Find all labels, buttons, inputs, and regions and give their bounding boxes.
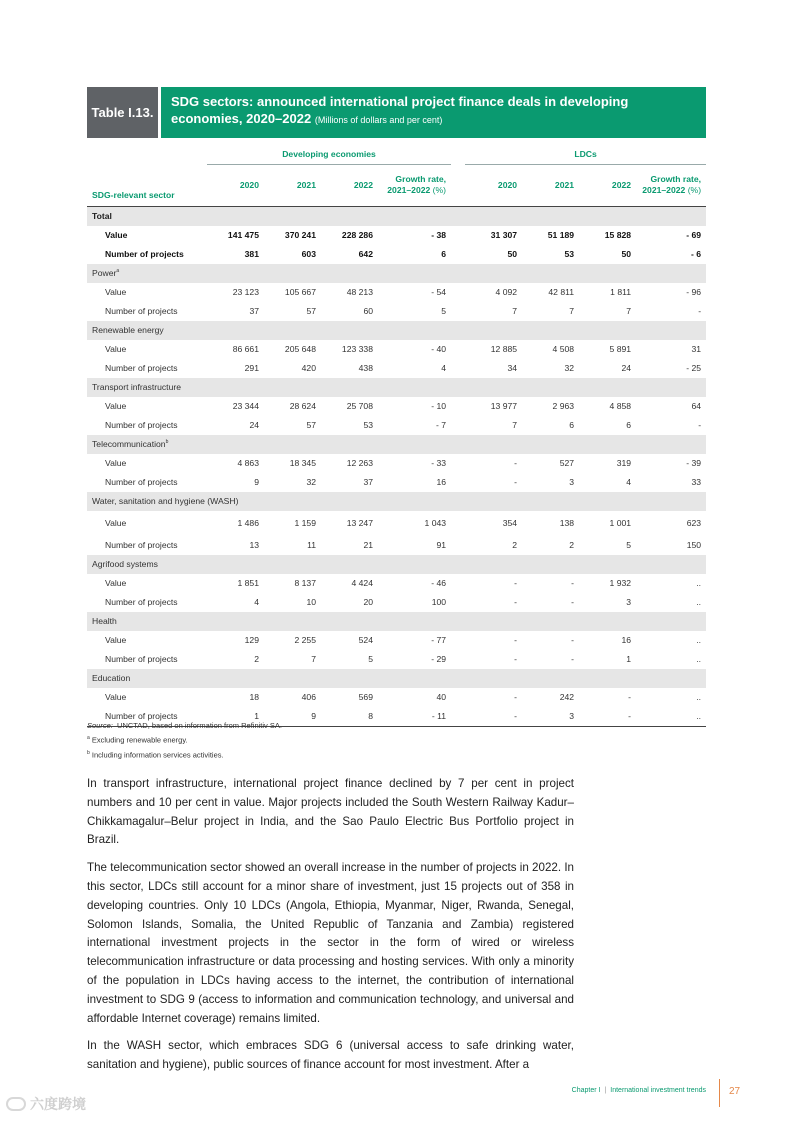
table-cell: 1 932	[609, 578, 632, 588]
table-cell: 11	[307, 540, 316, 550]
table-title	[161, 87, 706, 138]
table-cell: -	[514, 578, 518, 588]
table-cell: 642	[358, 249, 373, 259]
table-body	[87, 206, 706, 726]
table-cell: 86 661	[232, 344, 259, 354]
row-label: Value	[105, 401, 127, 411]
table-cell: 2	[569, 540, 575, 550]
table-cell: 1 486	[237, 518, 259, 528]
table-cell: 42 811	[548, 287, 575, 297]
table-cell: -	[514, 597, 518, 607]
table-cell: 138	[559, 518, 575, 528]
table-cell: 1	[626, 654, 632, 664]
table-cell: 5 891	[609, 344, 632, 354]
table-cell: 32	[564, 363, 575, 373]
table-cell: 370 241	[284, 230, 316, 240]
table-cell: 15 828	[604, 230, 632, 240]
table-cell: ..	[696, 578, 702, 588]
table-cell: 6	[569, 420, 575, 430]
footer-chapter: Chapter I	[571, 1087, 601, 1094]
table-cell: - 7	[436, 420, 447, 430]
table-row	[87, 593, 706, 612]
table-cell: 4 424	[351, 578, 373, 588]
sdg-sectors-table	[87, 143, 706, 727]
table-cell: 51 189	[547, 230, 575, 240]
table-cell: 319	[616, 458, 632, 468]
group-developing-economies: Developing economies	[207, 143, 451, 165]
table-cell: 7	[311, 654, 316, 664]
table-cell: - 39	[686, 458, 702, 468]
section-row	[87, 321, 706, 340]
table-cell: 31 307	[490, 230, 518, 240]
table-cell: 37	[249, 306, 259, 316]
row-label: Number of projects	[87, 707, 207, 727]
body-text	[87, 775, 574, 1084]
table-cell: -	[514, 458, 518, 468]
row-label: Number of projects	[105, 477, 178, 487]
table-cell: 16	[621, 635, 632, 645]
table-cell: 24	[249, 420, 259, 430]
section-name: Renewable energy	[92, 325, 164, 335]
table-cell: 105 667	[284, 287, 316, 297]
table-cell: 406	[301, 692, 316, 702]
watermark-logo-icon	[6, 1097, 26, 1111]
table-cell: 100	[431, 597, 447, 607]
table-cell: 1 851	[237, 578, 259, 588]
table-row	[87, 359, 706, 378]
table-cell: - 11	[378, 707, 451, 727]
table-cell: -	[571, 578, 575, 588]
table-cell: 5	[441, 306, 447, 316]
section-row	[87, 492, 706, 511]
table-cell: ..	[696, 692, 702, 702]
table-cell: 623	[686, 518, 702, 528]
table-cell: 13	[249, 540, 259, 550]
table-cell: 1 001	[609, 518, 632, 528]
table-cell: 21	[363, 540, 373, 550]
table-cell: 13 247	[346, 518, 373, 528]
section-name: Total	[92, 211, 112, 221]
row-label: Value	[105, 692, 127, 702]
table-row	[87, 511, 706, 536]
table-row	[87, 416, 706, 435]
table-cell: -	[514, 692, 518, 702]
table-cell: -	[514, 654, 518, 664]
page-number: 27	[729, 1086, 741, 1097]
col-header-year: 2021	[264, 165, 321, 207]
table-cell: 25 708	[346, 401, 373, 411]
table-cell: 7	[626, 306, 632, 316]
row-label: Number of projects	[105, 249, 184, 259]
table-row	[87, 631, 706, 650]
table-cell: 3	[569, 477, 575, 487]
watermark-text: 六度跨境	[30, 1096, 86, 1112]
row-label: Value	[105, 518, 127, 528]
table-cell: 48 213	[346, 287, 373, 297]
table-cell: 4 863	[237, 458, 259, 468]
table-cell: 4 858	[609, 401, 632, 411]
footer-divider	[719, 1079, 720, 1107]
footnote-mark: b	[165, 439, 169, 446]
page-footer: Chapter I | International investment trends	[571, 1087, 706, 1094]
table-cell: 53	[363, 420, 373, 430]
table-cell: 18	[249, 692, 259, 702]
row-label: Number of projects	[105, 306, 178, 316]
table-cell: ..	[696, 654, 702, 664]
footnote-b: $^b$ Including information services activities.	[87, 749, 224, 759]
table-cell: 228 286	[341, 230, 373, 240]
table-cell: -	[514, 477, 518, 487]
table-cell: - 96	[686, 287, 702, 297]
table-cell: 4 508	[552, 344, 575, 354]
row-label: Number of projects	[105, 363, 178, 373]
table-row	[87, 536, 706, 555]
table-cell: - 25	[686, 363, 702, 373]
section-name: Power	[92, 268, 117, 278]
table-cell: 12 263	[346, 458, 373, 468]
table-cell: 23 344	[232, 401, 259, 411]
table-cell: 1 159	[294, 518, 316, 528]
table-row	[87, 302, 706, 321]
table-cell: 2 963	[552, 401, 575, 411]
table-cell: 33	[691, 477, 702, 487]
table-cell: -	[628, 692, 632, 702]
table-cell: - 33	[431, 458, 447, 468]
table-cell: -	[579, 707, 636, 727]
table-cell: 527	[559, 458, 575, 468]
table-row	[87, 340, 706, 359]
table-cell: 569	[358, 692, 373, 702]
table-cell: 438	[358, 363, 373, 373]
table-row	[87, 283, 706, 302]
table-cell: 603	[301, 249, 316, 259]
row-label: Value	[105, 344, 127, 354]
table-cell: 28 624	[289, 401, 316, 411]
table-cell: -	[698, 306, 702, 316]
col-header-year: 2022	[579, 165, 636, 207]
table-cell: -	[571, 597, 575, 607]
section-name: Telecommunication	[92, 439, 166, 449]
table-cell: - 54	[431, 287, 447, 297]
table-cell: 129	[244, 635, 259, 645]
table-cell: 7	[569, 306, 575, 316]
table-cell: - 38	[431, 230, 447, 240]
table-cell: 3	[522, 707, 579, 727]
table-cell: 1 811	[610, 287, 632, 297]
table-cell: 354	[502, 518, 518, 528]
row-label: Number of projects	[105, 654, 178, 664]
table-unit: (Millions of dollars and per cent)	[314, 115, 443, 125]
table-cell: 420	[301, 363, 316, 373]
row-label: Value	[105, 458, 127, 468]
table-cell: 57	[306, 420, 316, 430]
table-cell: 4	[254, 597, 259, 607]
table-cell: 10	[306, 597, 316, 607]
table-cell: 13 977	[490, 401, 518, 411]
table-cell: - 40	[431, 344, 447, 354]
table-cell: 8	[321, 707, 378, 727]
paragraph: The telecommunication sector showed an overall increase in the number of projects in 2022. In this sector, LDCs still account for a minor share of investment, just 15 projects out of 358 in developing countries. Only 10 LDCs (Angola, Ethiopia, Myanmar, Niger, Rwanda, Senegal, Solomon Islands, Somalia, the United Republic of Tanzania and Zambia) registered international investment projects in the sector in the form of wired or wireless telecommunication infrastructure or data processing and hosting services. With only a minority of the population in LDCs having access to the internet, the contribution of international investment to SDG 9 (access to information and communication technology, and universal and affordable Internet coverage) remains limited.	[87, 861, 574, 1025]
table-label: Table I.13.	[87, 87, 158, 138]
col-header-year: 2021	[522, 165, 579, 207]
table-cell: 524	[358, 635, 373, 645]
row-label: Value	[105, 578, 127, 588]
row-label: Number of projects	[105, 540, 178, 550]
table-cell: -	[465, 707, 522, 727]
footnote-a: $^a$ Excluding renewable energy.	[87, 735, 188, 745]
table-title-block	[87, 87, 706, 138]
table-cell: 53	[564, 249, 575, 259]
table-cell: 1 043	[424, 518, 447, 528]
table-cell: 5	[626, 540, 632, 550]
table-cell: 37	[363, 477, 373, 487]
table-cell: 4	[626, 477, 632, 487]
table-cell: 8 137	[294, 578, 316, 588]
table-row	[87, 454, 706, 473]
table-cell: 57	[306, 306, 316, 316]
table-cell: 50	[621, 249, 632, 259]
table-cell: 24	[621, 363, 632, 373]
footer-section: International investment trends	[610, 1087, 706, 1094]
table-cell: 6	[626, 420, 632, 430]
table-row	[87, 574, 706, 593]
section-name: Health	[92, 616, 117, 626]
table-cell: 2	[512, 540, 518, 550]
section-row	[87, 264, 706, 283]
row-label: Value	[105, 635, 127, 645]
table-cell: 9	[264, 707, 321, 727]
paragraph: In the WASH sector, which embraces SDG 6 (universal access to safe drinking water, sanitation and hygiene), public sources of finance account for most investment. After a	[87, 1039, 574, 1072]
table-cell: 64	[691, 401, 702, 411]
row-label: Number of projects	[105, 597, 178, 607]
section-row	[87, 435, 706, 454]
table-cell: 50	[507, 249, 518, 259]
table-cell: 150	[686, 540, 702, 550]
footnote-mark: a	[116, 268, 120, 275]
section-row	[87, 669, 706, 688]
table-cell: 31	[691, 344, 702, 354]
col-header-year: 2022	[321, 165, 378, 207]
table-cell: 3	[626, 597, 632, 607]
table-cell: 9	[254, 477, 259, 487]
table-cell: 242	[559, 692, 575, 702]
table-cell: - 6	[691, 249, 702, 259]
table-cell: 6	[441, 249, 447, 259]
table-cell: 2 255	[294, 635, 316, 645]
section-row	[87, 378, 706, 397]
table-cell: 123 338	[341, 344, 373, 354]
table-cell: - 77	[431, 635, 447, 645]
col-header-year: 2020	[465, 165, 522, 207]
table-cell: 381	[244, 249, 259, 259]
table-cell: 1	[207, 707, 264, 727]
table-cell: - 69	[686, 230, 702, 240]
section-row	[87, 206, 706, 226]
col-header-growth: Growth rate, 2021–2022 (%)	[636, 165, 706, 207]
table-cell: 291	[244, 363, 259, 373]
section-name: Agrifood systems	[92, 559, 158, 569]
table-cell: 7	[512, 420, 518, 430]
table-cell: 18 345	[289, 458, 316, 468]
table-cell: ..	[636, 707, 706, 727]
row-label: Value	[105, 230, 128, 240]
table-cell: 32	[306, 477, 316, 487]
table-cell: - 29	[431, 654, 447, 664]
table-row	[87, 245, 706, 264]
row-label: Value	[105, 287, 127, 297]
table-notes	[87, 720, 282, 761]
table-cell: 20	[363, 597, 373, 607]
section-name: Education	[92, 673, 131, 683]
section-name: Water, sanitation and hygiene (WASH)	[92, 496, 239, 506]
table-cell: 141 475	[227, 230, 259, 240]
table-cell: ..	[696, 597, 702, 607]
section-row	[87, 555, 706, 574]
col-header-sector: SDG-relevant sector	[87, 165, 207, 207]
table-cell: -	[698, 420, 702, 430]
table-cell: 7	[512, 306, 518, 316]
table-cell: 12 885	[490, 344, 518, 354]
table-cell: - 10	[431, 401, 447, 411]
table-cell: -	[571, 635, 575, 645]
row-label: Number of projects	[105, 420, 178, 430]
table-cell: 4 092	[495, 287, 518, 297]
table-row	[87, 397, 706, 416]
table-cell: 4	[441, 363, 447, 373]
table-cell: -	[571, 654, 575, 664]
table-row	[87, 226, 706, 245]
table-cell: 34	[507, 363, 518, 373]
table-cell: ..	[696, 635, 702, 645]
source-note: Source: UNCTAD, based on information from Refinitiv SA.	[87, 721, 282, 730]
table-row	[87, 473, 706, 492]
table-row	[87, 688, 706, 707]
table-cell: - 46	[431, 578, 447, 588]
table-title-text: SDG sectors: announced international project finance deals in developing economies, 2020–2022	[171, 94, 629, 126]
table-cell: 16	[436, 477, 447, 487]
paragraph: In transport infrastructure, international project finance declined by 7 per cent in project numbers and 10 per cent in value. Major projects included the South Western Railway Kadur–Chikkamagalur–Belur project in India, and the Sao Paulo Electric Bus Portfolio project in Brazil.	[87, 777, 574, 847]
table-cell: 60	[363, 306, 373, 316]
watermark	[6, 1094, 86, 1114]
table-cell: 23 123	[232, 287, 259, 297]
col-header-year: 2020	[207, 165, 264, 207]
table-cell: 40	[436, 692, 447, 702]
table-cell: -	[514, 635, 518, 645]
group-ldcs: LDCs	[465, 143, 706, 165]
table-cell: 91	[436, 540, 447, 550]
section-name: Transport infrastructure	[92, 382, 181, 392]
col-header-growth: Growth rate, 2021–2022 (%)	[378, 165, 451, 207]
table-cell: 2	[254, 654, 259, 664]
table-cell: 205 648	[284, 344, 316, 354]
section-row	[87, 612, 706, 631]
table-cell: 5	[368, 654, 373, 664]
table-row	[87, 650, 706, 669]
